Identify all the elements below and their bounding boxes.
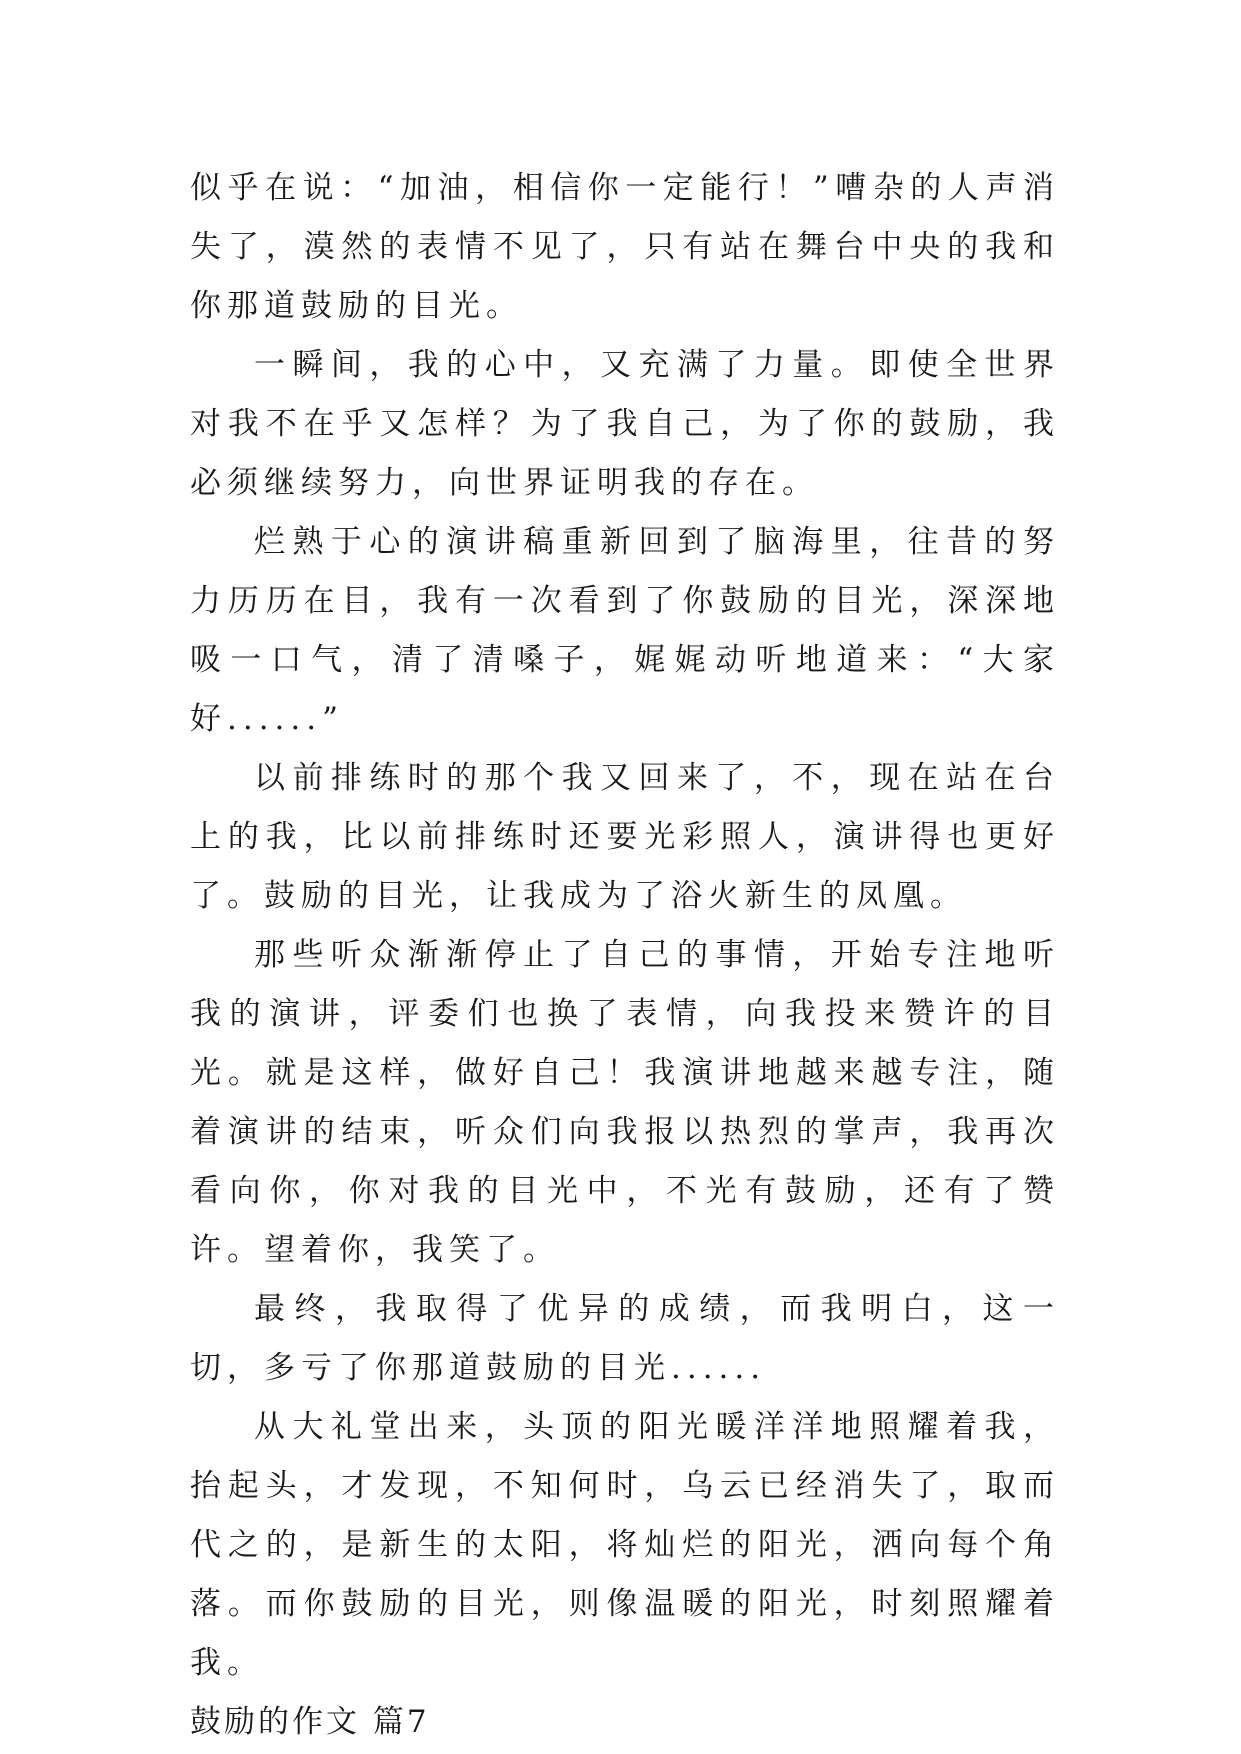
- paragraph: 一瞬间，我的心中，又充满了力量。即使全世界对我不在乎又怎样？为了我自己，为了你的鼓励，我必须继续努力，向世界证明我的存在。: [190, 347, 1060, 501]
- document-body: [190, 159, 1060, 1752]
- section-heading: 鼓励的作文 篇7: [190, 1704, 430, 1740]
- paragraph: 那些听众渐渐停止了自己的事情，开始专注地听我的演讲，评委们也换了表情，向我投来赞许的目光。就是这样，做好自己！我演讲地越来越专注，随着演讲的结束，听众们向我报以热烈的掌声，我再次看向你，你对我的目光中，不光有鼓励，还有了赞许。望着你，我笑了。: [190, 937, 1060, 1268]
- paragraph: 最终，我取得了优异的成绩，而我明白，这一切，多亏了你那道鼓励的目光......: [190, 1291, 1060, 1386]
- paragraph: 烂熟于心的演讲稿重新回到了脑海里，往昔的努力历历在目，我有一次看到了你鼓励的目光，深深地吸一口气，清了清嗓子，娓娓动听地道来：“大家好......”: [190, 524, 1060, 737]
- paragraph: 似乎在说：“加油，相信你一定能行！”嘈杂的人声消失了，漠然的表情不见了，只有站在舞台中央的我和你那道鼓励的目光。: [190, 170, 1060, 324]
- paragraph: 以前排练时的那个我又回来了，不，现在站在台上的我，比以前排练时还要光彩照人，演讲得也更好了。鼓励的目光，让我成为了浴火新生的凤凰。: [190, 760, 1060, 914]
- paragraph: 从大礼堂出来，头顶的阳光暖洋洋地照耀着我，抬起头，才发现，不知何时，乌云已经消失了，取而代之的，是新生的太阳，将灿烂的阳光，洒向每个角落。而你鼓励的目光，则像温暖的阳光，时刻照耀着我。: [190, 1409, 1060, 1681]
